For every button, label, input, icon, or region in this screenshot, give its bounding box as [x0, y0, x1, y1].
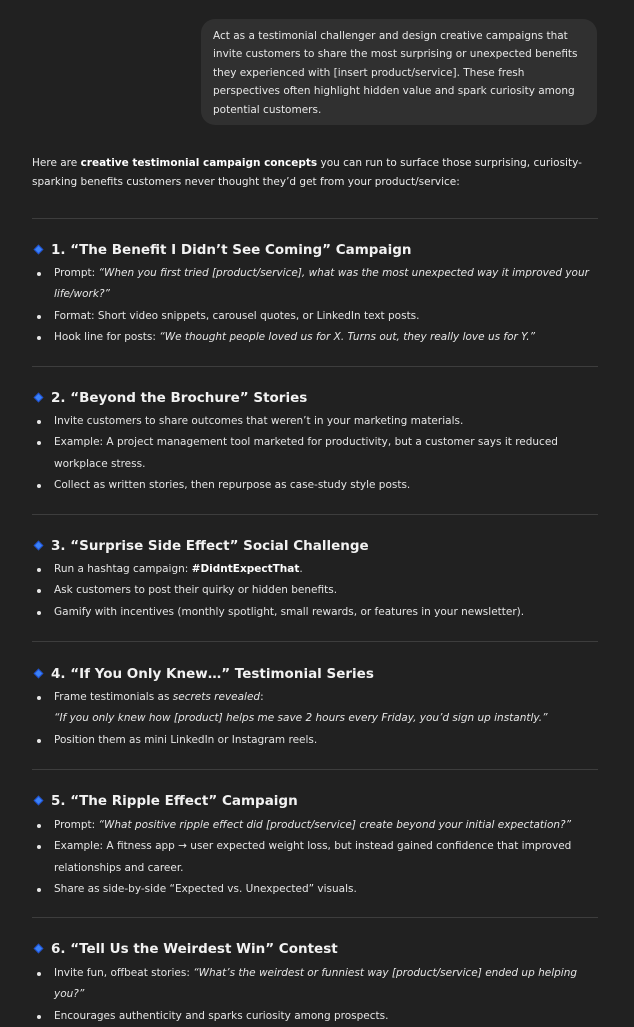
divider — [32, 366, 598, 367]
bullet-quote: “If you only knew how [product] helps me save 2 hours every Friday, you’d sign up instantly.” — [54, 712, 548, 725]
list-item — [32, 836, 602, 879]
section-4-list — [32, 687, 602, 751]
section-6-title: 6. “Tell Us the Weirdest Win” Contest — [51, 941, 338, 957]
section-2-title: 2. “Beyond the Brochure” Stories — [51, 390, 308, 406]
divider — [32, 514, 598, 515]
bullet-text: Encourages authenticity and sparks curiosity among prospects. — [54, 1009, 389, 1022]
response-intro — [32, 154, 602, 193]
intro-text-end: you can run to surface those surprising, curiosity-sparking benefits customers never thought they’d get from your product/service: — [32, 157, 582, 189]
bullet-label: Prompt: — [54, 819, 99, 831]
section-1-title: 1. “The Benefit I Didn’t See Coming” Campaign — [51, 242, 412, 258]
blue-diamond-icon — [34, 541, 44, 551]
bullet-quote: “We thought people loved us for X. Turns out, they really love us for Y.” — [159, 330, 536, 343]
list-item — [32, 263, 602, 306]
bullet-label: Frame testimonials as — [54, 691, 173, 703]
intro-text-start: Here are — [32, 157, 81, 169]
list-item — [32, 411, 602, 432]
section-3-title: 3. “Surprise Side Effect” Social Challenge — [51, 538, 369, 554]
section-4-title: 4. “If You Only Knew…” Testimonial Series — [51, 666, 374, 682]
divider — [32, 769, 598, 770]
list-item — [32, 963, 602, 1006]
list-item — [32, 687, 602, 730]
bullet-quote: “What positive ripple effect did [product/service] create beyond your initial expectation?” — [98, 819, 572, 831]
bullet-quote: “When you first tried [product/service], what was the most unexpected way it improved your life/work?” — [54, 267, 589, 301]
list-item — [32, 306, 602, 327]
divider — [32, 917, 598, 918]
blue-diamond-icon — [34, 245, 44, 255]
bullet-text: Position them as mini LinkedIn or Instagram reels. — [54, 733, 318, 746]
section-1-heading — [32, 239, 411, 261]
list-item — [32, 730, 602, 751]
list-item — [32, 432, 602, 475]
bullet-label: Run a hashtag campaign: — [54, 563, 192, 575]
section-5-list — [32, 815, 602, 900]
bullet-text: Example: A project management tool marketed for productivity, but a customer says it reduced workplace stress. — [54, 436, 558, 470]
intro-bold-phrase: creative testimonial campaign concepts — [80, 157, 318, 169]
bullet-text: Ask customers to post their quirky or hidden benefits. — [54, 584, 338, 597]
bullet-label: Prompt: — [54, 267, 99, 279]
list-item — [32, 559, 602, 580]
section-4-heading — [32, 663, 374, 685]
divider — [32, 641, 598, 642]
section-2-heading — [32, 387, 307, 409]
bullet-text: Example: A fitness app → user expected weight loss, but instead gained confidence that improved relationships and career. — [54, 840, 572, 874]
section-6-list — [32, 963, 602, 1027]
divider — [32, 218, 598, 219]
bullet-text: Invite customers to share outcomes that weren’t in your marketing materials. — [54, 415, 464, 427]
bullet-quote: “What’s the weirdest or funniest way [product/service] ended up helping you?” — [54, 967, 578, 1001]
section-5-title: 5. “The Ripple Effect” Campaign — [51, 793, 298, 809]
list-item — [32, 602, 602, 623]
bullet-emphasis: secrets revealed — [172, 691, 261, 703]
bullet-label: Hook line for posts: — [54, 330, 160, 343]
section-1-list — [32, 263, 602, 348]
blue-diamond-icon — [34, 944, 44, 954]
list-item — [32, 475, 602, 496]
blue-diamond-icon — [34, 796, 44, 806]
bullet-punct: : — [260, 691, 264, 703]
user-prompt-text: Act as a testimonial challenger and design creative campaigns that invite customers to share the most surprising or unexpected benefits they experienced with [insert product/service]. These fresh perspectives often highlight hidden value and spark curiosity among potential customers. — [213, 30, 578, 116]
section-5-heading — [32, 790, 298, 812]
section-3-heading — [32, 535, 369, 557]
blue-diamond-icon — [34, 669, 44, 679]
section-3-list — [32, 559, 602, 623]
bullet-text: Collect as written stories, then repurpose as case-study style posts. — [54, 478, 411, 491]
list-item — [32, 815, 602, 836]
bullet-text: Share as side-by-side “Expected vs. Unexpected” visuals. — [54, 882, 357, 895]
bullet-text: Format: Short video snippets, carousel quotes, or LinkedIn text posts. — [54, 309, 420, 322]
section-6-heading — [32, 938, 338, 960]
bullet-text: Gamify with incentives (monthly spotlight, small rewards, or features in your newsletter). — [54, 605, 525, 618]
user-prompt-bubble — [201, 19, 597, 125]
list-item — [32, 580, 602, 601]
list-item — [32, 327, 602, 348]
hashtag: #DidntExpectThat — [191, 563, 300, 575]
blue-diamond-icon — [34, 393, 44, 403]
bullet-punct: . — [299, 563, 303, 575]
list-item — [32, 879, 602, 900]
section-2-list — [32, 411, 602, 496]
bullet-label: Invite fun, offbeat stories: — [54, 967, 194, 979]
